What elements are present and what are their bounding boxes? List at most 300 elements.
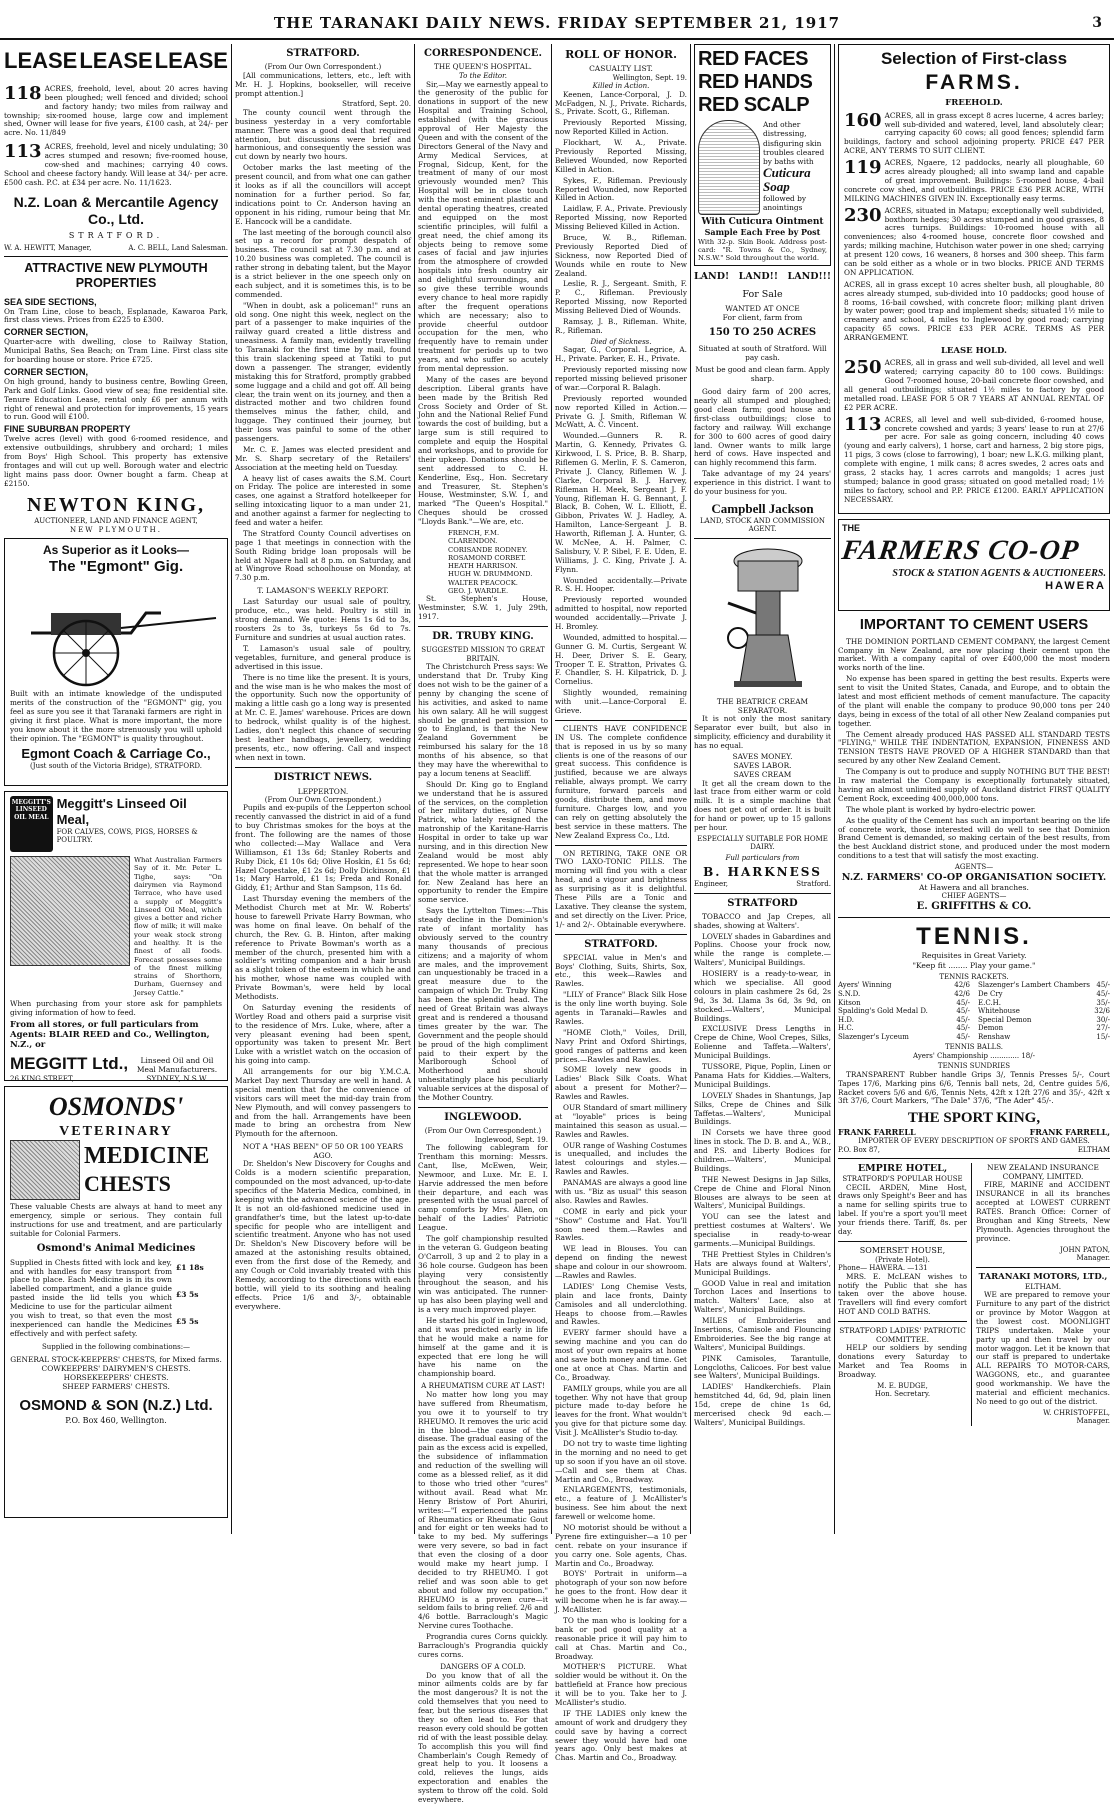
empire-hotel-title: EMPIRE HOTEL, bbox=[857, 1163, 948, 1175]
casualty-entry: Previously Reported Missing, now Reported Killed in Action. bbox=[555, 118, 687, 137]
gig-illustration bbox=[11, 578, 221, 688]
notice-item: BOYS' Portrait in uniform—a photograph of your son now before he goes to the front. How dear it will become when he is far away.—J. McAllister. bbox=[555, 1569, 687, 1615]
chest-combination: COWKEEPERS' DAIRYMEN'S CHESTS. bbox=[41, 1364, 191, 1374]
signatory: GEO. J. WARDLE. bbox=[448, 587, 509, 595]
separator-special: ESPECIALLY SUITABLE FOR HOME DAIRY. bbox=[697, 834, 828, 852]
subheading: DANGERS OF A COLD. bbox=[440, 1661, 526, 1671]
situated: Situated at south of Stratford. Will pay cash. bbox=[698, 343, 827, 362]
cement-chief: CHIEF AGENTS— bbox=[941, 892, 1007, 901]
column-rule bbox=[690, 44, 691, 1534]
casualty-entry: Slightly wounded, remaining with unit.—Lance-Corporal E. Grieve. bbox=[555, 688, 687, 716]
article-paragraph: Says the Lyttelton Times:—This steady decline in the Dominion's rate of infant mortality has obviously served to the country many thousands of precious citizens; and a majority of whom are males, and the improvement can unquestionably be traced in a great measure due to the campaign of which Dr. Truby King has been the splendid head. The need of Great Britain was always great and is rendered a thousand times greater by the war. The Government and the people should be proud of the high compliment paid to their expert by the Marlborough School of Motherhood and should unhesitatingly place his peculiarly valuable services at the disposal of the Mother Country. bbox=[418, 906, 548, 1102]
dairy-farm-text: Good dairy farm of 200 acres, nearly all stumped and ploughed; good clean farm; good house and first-class outbuildings; close to factory and railway. Will exchange for 300 to 600 acres of good dairy land. Owner wants to milk large herd of cows. Have inspected and can highly recommend this farm. bbox=[694, 387, 831, 468]
meggitts-agents: From all stores, or full particulars from Agents: BLAIR REED and Co., Wellington, N.Z., or bbox=[10, 1019, 210, 1051]
list-heading: Died of Sickness. bbox=[590, 337, 652, 346]
acreage: 119 bbox=[844, 157, 882, 179]
notice-item: "HOME Cloth," Voiles, Drill, Navy Print and Oxford Shirtings, good ranges of patterns and keen prices.—Rawles and Rawles. bbox=[555, 1027, 687, 1064]
newton-king-sub: AUCTIONEER, LAND AND FINANCE AGENT, bbox=[34, 517, 198, 526]
article-paragraph: Dr. Sheldon's New Discovery for Coughs and Colds is a modern scientific preparation, compounded on the most advanced, up-to-date specifics of the Materia Medica, combined, in keeping with the advanced science of the age. It is not an old-fashioned medicine used in grandfather's time, but the latest up-to-date specific for people who are intelligent and scientific treatment. Anyone who has not used Dr. Sheldon's New Discovery before will be amazed at the astonishing results obtained, even from the first dose of the Remedy, and any Cough or Cold invariably treated with this Remedy, according to the directions with each bottle, will yield to its soothing and healing effects. Price 1/6 and 3/-, obtainable everywhere. bbox=[235, 1159, 411, 1311]
farms-title: FARMS. bbox=[925, 70, 1023, 94]
farrell-importer: IMPORTER OF EVERY DESCRIPTION OF SPORTS AND GAMES. bbox=[858, 1137, 1090, 1146]
racket-price: 30/- bbox=[1096, 1015, 1110, 1024]
osmonds-address: P.O. Box 460, Wellington. bbox=[65, 1415, 167, 1425]
experience-text: Take advantage of my 24 years' experience in this district. I want to do your business for you. bbox=[694, 469, 831, 496]
subheading: CASUALTY LIST. bbox=[589, 64, 653, 74]
racket-price: 42/6 bbox=[954, 989, 970, 998]
column-rule bbox=[834, 44, 835, 1534]
wanted: WANTED AT ONCE bbox=[725, 304, 800, 314]
section-heading: INGLEWOOD. bbox=[444, 1111, 522, 1123]
article-paragraph: He started his golf in Inglewood, and it was predicted early in life that he would make a name for himself at the game and it is expected that ere long he will have his name on the championship board. bbox=[418, 1316, 548, 1379]
cement-paragraph: The Company is out to produce and supply NOTHING BUT THE BEST! In raw material the Company is exceptionally fortunately situated, having an almost unlimited supply of Auckland district FIRST QUALITY Cement Rock, exceeding 400,000,000 tons. bbox=[838, 767, 1110, 803]
woman-illustration bbox=[698, 120, 760, 215]
engineer-town: Stratford. bbox=[796, 880, 831, 889]
acre-range: 150 TO 250 ACRES bbox=[708, 327, 817, 339]
walters-notices bbox=[694, 913, 831, 1428]
nz-loan-salesman: A. C. BELL, Land Salesman. bbox=[128, 243, 228, 252]
section-heading: STRATFORD bbox=[727, 897, 798, 909]
notice-item: LOVELY shades in Gabardines and Poplins. Choose your frock now, while the range is complete.—Walters', Municipal Buildings. bbox=[694, 931, 831, 968]
osmonds-name: OSMONDS' bbox=[48, 1092, 184, 1122]
cement-paragraph: THE DOMINION PORTLAND CEMENT COMPANY, the largest Cement Company in New Zealand, are now placing their cement upon the market. With a company capital of over £400,000 the most modern works north of the line. bbox=[838, 636, 1110, 673]
cement-paragraph: As the quality of the Cement has such an important bearing on the life of concrete work, those interested will do well to see that Dominion Brand Cement is demanded, so making certain of the best results, from the best Auckland district stone, and produced under the most modern conditions to a test that will satisfy the most exacting. bbox=[838, 815, 1110, 861]
cuticura-headline: RED SCALP bbox=[698, 94, 810, 116]
salutation: To the Editor. bbox=[459, 71, 507, 80]
section-heading: DISTRICT NEWS. bbox=[273, 771, 373, 783]
subheading: A RHEUMATISM CURE AT LAST! bbox=[421, 1381, 545, 1391]
notice-item: FAMILY groups, while you are all together. Why not have that group picture made to-day before he leaves for the front. What wouldn't you give for that picture some day. Visit J. McAllister's Studio to-day. bbox=[555, 1383, 687, 1438]
dateline: Inglewood, Sept. 19. bbox=[474, 1135, 548, 1144]
lease-listing bbox=[4, 82, 228, 138]
section-heading: CORNER SECTION, bbox=[4, 366, 89, 377]
taranaki-motors-sign: W. CHRISTOFFEL, bbox=[1043, 1408, 1110, 1417]
notice-item: DO not try to waste time lighting in the morning and no need to get up so soon if you have an oil stove.—Call and see them at Chas. Martin and Co., Broadway. bbox=[555, 1439, 687, 1484]
column-rule bbox=[231, 44, 232, 1534]
separator-text: It is not only the most sanitary Separator ever built, but also in simplicity, efficiency and durability it has no equal. bbox=[694, 713, 831, 750]
meggitts-sub: FOR CALVES, COWS, PIGS, HORSES & POULTRY. bbox=[56, 827, 198, 845]
racket-name: E.C.H. bbox=[978, 998, 1001, 1007]
article-paragraph: The following cablegram for Trentham this morning: Messrs. Cant, Ilse, McEwen, Weir, Newmoor, and Luxe. Mr. E. I. Harvie addressed the men before their departure, and each was presented with the usual parcel of camp comforts by Mrs. Allen, on behalf of the Ladies' Patriotic League. bbox=[418, 1143, 548, 1233]
ladies-committee-text: HELP our soldiers by sending donations every Saturday to Market and Tea Rooms in Broadway. bbox=[838, 1343, 967, 1379]
section-heading: CORNER SECTION, bbox=[4, 327, 89, 338]
farm-text: ACRES, situated in Matapu; exceptionally well subdivided, boxthorn hedges; 30 acres stumped and in good grasses, 8 acres turnips. Buildings: 10-roomed house with all conveniences; also 4-roomed house, concrete floor cowshed and yards; milking machine, Hutchison water power in one shed; carrying at present 120 cows, 16 weaners, 8 horses and 300 sheep. This farm can be sold either as a whole or in two blocks. PRICE AND TERMS ON APPLICATION. bbox=[844, 205, 1104, 277]
signatory: WALTER PEACOCK. bbox=[448, 578, 518, 587]
casualty-entry: Bruce, W. B., Rifleman. Previously Reported Died of Sickness, now Reported Died of Wounds while en route to New Zealand. bbox=[555, 232, 687, 278]
column-1 bbox=[4, 44, 228, 1534]
article-paragraph: Prograndia cures Corns quickly. Barraclough's Prograndia quickly cures corns. bbox=[418, 1632, 548, 1659]
logo-the: THE bbox=[842, 523, 860, 533]
acreage: 118 bbox=[4, 82, 42, 104]
tennis-balls-line: Ayers' Championship ............. 18/- bbox=[913, 1051, 1035, 1060]
column-rule bbox=[414, 44, 415, 1534]
chest-combination: GENERAL STOCK-KEEPERS' CHESTS, for Mixed farms. bbox=[10, 1355, 222, 1365]
racket-price: 27/- bbox=[1096, 1024, 1110, 1033]
gig-address: (Just south of the Victoria Bridge), STRATFORD. bbox=[30, 762, 202, 771]
article-paragraph: Do you know that of all the minor ailments colds are by far the most dangerous? It is not the cold themselves that you need to fear, but the serious diseases that they so often lead to. For that reason every cold should be gotten rid of with the least possible delay. To accomplish this you will find Chamberlain's Cough Remedy of great help to you. It loosens a cold, relieves the lungs, aids expectoration and enables the system to throw off the cold. Sold everywhere. bbox=[418, 1670, 548, 1804]
notice-item: TOBACCO and Jap Crepes, all shades, showing at Walters'. bbox=[694, 911, 831, 930]
osmonds-medicines-head: Osmond's Animal Medicines bbox=[36, 1242, 196, 1254]
racket-name: Kitson bbox=[838, 998, 861, 1007]
gig-headline: As Superior as it Looks— bbox=[42, 543, 190, 558]
racket-price: 45/- bbox=[1096, 989, 1110, 998]
racket-name: Demon bbox=[978, 1024, 1004, 1033]
section-heading: SEA SIDE SECTIONS, bbox=[4, 296, 97, 307]
notice-item: "LILY of France" Black Silk Hose is the only line worth buying. Sole agents in Taranaki—Rawles and Rawles. bbox=[555, 990, 687, 1026]
taranaki-motors-text: WE are prepared to remove your Furniture to any part of the district or province by Motor Waggon at the lowest cost. MOONLIGHT TRIPS undertaken. Make your party up and then travel by our motor waggon. Let it be known that our staff is prepared to undertake ALL REPAIRS TO MOTOR-CARS, WAGGONS, etc., and guarantee good workmanship. We have the material and efficient mechanics. No need to go out of the district. bbox=[976, 1290, 1110, 1406]
subheading: SUGGESTED MISSION TO GREAT BRITAIN. bbox=[421, 646, 545, 663]
lease-word: LEASE bbox=[79, 48, 153, 73]
farms-headline: Selection of First-class bbox=[880, 49, 1068, 68]
cuticura-ad bbox=[694, 44, 831, 266]
notice-item: EVERY farmer should have a sewing machine and you can do most of your own repairs at home and save both money and time. Get one at once at Chas. Martin and Co., Broadway. bbox=[555, 1328, 687, 1382]
article-paragraph: No matter how long you may have suffered from Rheumatism, you owe it to yourself to try RHEUMO. It removes the uric acid in the blood—the cause of the disease. The gradual easing of the pain as the excess acid is expelled, the subsidence of inflammation and reduction of the swelling will come as a blessed relief, as it did to those who tried other "cures" without avail. Read what Mr. Henry Bristow of Port Ahuriri, writes:—"I experienced the pains of Rheumatics or Rheumatic Gout and for eight or ten weeks had to take to my bed. My sufferings were very severe, so bad in fact that even the closing of a door would make my heart jump. I decided to try RHEUMO. I got relief and was soon able to get about and follow my occupation." RHEUMO is a proven cure—it seldom fails to bring relief. 2/6 and 4/6 bottle. Barraclough's Magic Nervine cures Toothache. bbox=[418, 1390, 548, 1631]
meggitts-note: When purchasing from your store ask for pamphlets giving information of how to feed. bbox=[10, 998, 222, 1017]
notice-item: OUR range of Washing Costumes is unequalled, and includes the latest colourings and styles.—Rawles and Rawles. bbox=[555, 1140, 687, 1177]
cement-agents: AGENTS— bbox=[954, 863, 994, 872]
column-6 bbox=[838, 44, 1110, 1534]
masthead-title: THE TARANAKI DAILY NEWS. FRIDAY SEPTEMBER 21, 1917 bbox=[273, 13, 841, 32]
notice-item: YOU can see the latest and prettiest costumes at Walters'. We specialise in ready-to-wear garments.—Municipal Buildings. bbox=[694, 1212, 831, 1248]
acreage: 113 bbox=[844, 413, 882, 435]
notice-item: OUR Standard of smart millinery at "loyable" prices is being maintained this season as usual.—Rawles and Rawles. bbox=[555, 1102, 687, 1139]
somerset-sub: (Private Hotel). bbox=[875, 1255, 930, 1264]
tennis-sundries-heading: TENNIS SUNDRIES bbox=[937, 1062, 1011, 1071]
column-2 bbox=[235, 44, 411, 1534]
nz-insurance-manager: Manager. bbox=[1076, 1254, 1110, 1263]
section-heading: STRATFORD. bbox=[584, 938, 658, 950]
farrell-name: FRANK FARRELL, bbox=[1029, 1126, 1110, 1137]
article-paragraph: October marks the last meeting of the present council, and from what one can gather it looks as if all the councillors will accept nomination for a further period. So far, indications point to Cr. Anderson having an opponent in his riding, rumour being that Mr. E. Hancock will be a candidate. bbox=[235, 163, 411, 226]
section-heading: DR. TRUBY KING. bbox=[432, 630, 534, 642]
masthead bbox=[0, 0, 1114, 40]
cement-griffiths: E. GRIFFITHS & CO. bbox=[916, 900, 1032, 912]
cement-paragraph: No expense has been spared in getting the best results. Experts were sent to visit the United States, Canada, and Europe, and to obtain the latest and most efficient methods of cement manufacture. The capacity of the plant will enable the company to produce 90,000 tons per 240 days, being in excess of the total of all other New Zealand companies put together. bbox=[838, 674, 1110, 728]
tennis-balls-heading: TENNIS BALLS. bbox=[944, 1043, 1004, 1052]
subheading: T. LAMASON'S WEEKLY REPORT. bbox=[257, 586, 389, 596]
signatory: HEATH HARRISON. bbox=[448, 562, 518, 571]
chest-combination: SHEEP FARMERS' CHESTS. bbox=[62, 1382, 170, 1392]
land-headline: LAND! bbox=[694, 271, 730, 282]
land-headline: LAND!! bbox=[738, 271, 778, 282]
notice-item: LADIES' Handkerchiefs. Plain hemstitched 4d, 6d, 9d, plain linen 15d, crepe de chine 1s 6d, mercerised check 9d each.—Walters', Municipal Buildings. bbox=[694, 1382, 831, 1427]
subheading: THE QUEEN'S HOSPITAL. bbox=[434, 62, 532, 72]
must-be: Must be good and clean farm. Apply sharp. bbox=[695, 365, 830, 384]
racket-name: H.D. bbox=[838, 1015, 854, 1024]
cuticura-address: With 32-p. Skin Book. Address post-card: "R. Towns & Co., Sydney, N.S.W." Sold throughout the world. bbox=[698, 237, 827, 263]
osmonds-medicine: MEDICINE bbox=[84, 1142, 210, 1169]
letter-signoff: St. Stephen's House, Westminster, S.W. 1, July 29th, 1917. bbox=[418, 594, 548, 622]
cement-agent-name: N.Z. FARMERS' CO-OP ORGANISATION SOCIETY. bbox=[841, 871, 1107, 883]
separator-benefit: SAVES LABOR. bbox=[733, 761, 792, 771]
acreage: 230 bbox=[844, 204, 882, 226]
notice-item: THE Prettiest Styles in Children's Hats are always found at Walters', Municipal Buildings. bbox=[694, 1249, 831, 1277]
section-text: On high ground, handy to business centre, Bowling Green, Park and Golf Links. Good view of sea; fine residential site. Tenure Education Lease, rental only £6 per annum with right of renewal and protection for improvements, 15 years to run. Good will £100. bbox=[4, 376, 228, 422]
notice-item: COME in early and pick your "Show" Costume and Hat. You'll soon need them.—Rawles and Rawles. bbox=[555, 1206, 687, 1243]
article-paragraph: The Stratford County Council advertises on page 1 that meetings in connection with the South Riding bridge loan proposals will be held at Ngaere hall at 8 p.m. on Saturday, and at Wingrove Road schoolhouse on Monday, at 7.30 p.m. bbox=[235, 528, 411, 583]
chest-combination: HORSEKEEPERS' CHESTS. bbox=[63, 1373, 169, 1383]
tennis-rackets-heading: TENNIS RACKETS. bbox=[939, 972, 1009, 981]
land-headline: LAND!!! bbox=[787, 271, 831, 282]
racket-name: S.N.D. bbox=[838, 989, 861, 998]
notice-item: TO the man who is looking for a bank or pod good quality at a reasonable price it will pay him to call at Chas. Martin and Co., Broadway. bbox=[555, 1615, 687, 1661]
newton-king-town: NEW PLYMOUTH. bbox=[70, 525, 162, 534]
casualty-entry: Wounded.—Gunners R. R. Martin, G. Kennedy, Privates G. Kirkwood, I. S. Price, B. B. Sharp, Riflemen G. Merlin, F. S. Cameron, Private J. Clancy, Riflemen W. J. Clarke, Corporal B. J. Harvey, Rifleman H. Meek, Sergeant J. F. Young, Rifleman H. G. Bennant, J. Black, B. Cohen, W. L. Elliott, E. Gibbon, Privates W. J. Hadley, A. Hamilton, Lance-Sergeant J. B. Haworth, Rifleman J. A. Hunter, G. W. McNee, A. H. Palmer, C. Salisbury, V. P. Sibel, F. E. Uden, E. Williams, J. C. King, Private J. A. Flynn. bbox=[555, 431, 687, 574]
racket-name: Slazenger's Lyceum bbox=[838, 1032, 909, 1041]
farm-text: ACRES, all in grass except 10 acres shelter bush, all ploughable, 80 acres already stumped, sub-divided into 10 paddocks; good house of 8 rooms, 16-bail cowshed, with concrete floor; milking plant driven by water power; good trap and implement sheds; situated 1½ mile to creamery and school, 4 miles to Inglewood by good road; carrying capacity 65 cows. PRICE £33 PER ACRE. TERMS AS PER ARRANGEMENT. bbox=[844, 279, 1104, 343]
casualty-entry: Leslie, R. J., Sergeant. Smith, F. P. C., Rifleman. Previously Reported Missing, now Reported Missing Believed Died of Wounds. bbox=[555, 279, 687, 316]
acreage: 160 bbox=[844, 109, 882, 131]
article-paragraph: There is no time like the present. It is yours, and the wise man is he who makes the most of the opportunity. Such now the opportunity of making a little cash go a long way is presented at Mr. C. E. James' warehouse. Prices are down to bedrock, whilst quality is of the highest. Ladies, don't neglect this chance of securing best leather handbags, jewellery, wedding presents, etc., now offering. Call and inspect when next in town. bbox=[235, 672, 411, 762]
article-paragraph: Last Thursday evening the members of the Methodist Church met at Mr. W. Roberts' house to farewell Private Harry Bowman, who was home on final leave. On behalf of the church, the Rev. G. B. Hinton, after making reference to Private Bowman's worth as a member of the church, presented him with a soldier's writing companion and a hair brush as a slight token of the esteem in which he and his mother, whose name was coupled with Private Bowman's, were held by local Methodists. bbox=[235, 894, 411, 1001]
stratford-notices bbox=[555, 954, 687, 1763]
casualty-entry: Keenen, Lance-Corporal, J. D. McFadgen, N. J., Private. Richards, S., Private. Scott, G., Rifleman. bbox=[555, 89, 687, 117]
separator-name: THE BEATRICE CREAM SEPARATOR. bbox=[716, 696, 809, 715]
notice-item: TUSSORE, Pique, Poplin, Linen or Panama Hats for Kiddies.—Walters, Municipal Buildings. bbox=[694, 1062, 831, 1089]
letter-paragraph: Many of the cases are beyond description. Liberal grants have been made by the British Red Cross Society and Order of St. John and the National Relief Fund towards the cost of building, but a large sum is still required to complete and equip the Hospital and workshops, and to provide for their upkeep. Donations should be sent addressed to C. H. Kenderline, Esq., Hon. Secretary and Treasurer, St. Stephen's House, Westminster, S.W. 1, and marked "The Queen's Hospital." Cheques should be crossed "Lloyds Bank."—We are, etc. bbox=[418, 374, 548, 527]
cement-hawera: At Hawera and all branches. bbox=[919, 883, 1029, 893]
racket-price: 45/- bbox=[956, 1024, 970, 1033]
casualty-entry: Ramsay, J. B., Rifleman. White, R., Rifleman. bbox=[555, 316, 687, 335]
article-paragraph: The last meeting of the borough council also set up a record for prompt despatch of business. The council sat at 7.30 p.m. and at 10.20 business was completed. The council is rather strong in debating talent, but the Mayor is a strict believer in the one speech only on each subject, and it is sometimes this, is to be commended. bbox=[235, 227, 411, 299]
freehold-heading: FREEHOLD. bbox=[945, 98, 1003, 109]
farrell-pobox: P.O. Box 87, bbox=[838, 1145, 880, 1154]
notice-item: IN Corsets we have three good lines in stock. The D. B. and A., W.B., and P.S. and Liberty Bodices for children.—Walters', Municipal Buildings. bbox=[694, 1128, 831, 1173]
racket-name: Whitehouse bbox=[978, 1007, 1020, 1016]
section-heading: CORRESPONDENCE. bbox=[423, 48, 542, 59]
notice-item: EXCLUSIVE Dress Lengths in Crepe de Chine, Wool Crepes, Silks, Eolienne and Taffeta.—Walters', Municipal Buildings. bbox=[694, 1024, 831, 1061]
separator-benefit: SAVES CREAM bbox=[733, 770, 792, 780]
notice-item: MILES of Embroideries and Insertions, Camisole and Flouncing Embroideries. See the big range at Walters', Municipal Buildings. bbox=[694, 1316, 831, 1352]
meggitts-testimonial: What Australian Farmers Say of it. Mr. Peter L. Tighe, says: "On dairymen via Raymond Terrace, who have used a supply of Meggitt's Linseed Oil Meal, which gives a better and richer flow of milk; it will make your weak stock strong and healthy. It is the finest of all foods. Forecast possesses some of the finest milking strains of Shorthorn, Durham, Guernsey and Jersey Cattle." bbox=[134, 856, 222, 997]
notice-item: THE Newest Designs in Jap Silks, Crepe de Chine and Floral Ninon Blouses are always to be seen at Walters', Municipal Buildings. bbox=[694, 1174, 831, 1211]
ladies-committee-title: STRATFORD LADIES' PATRIOTIC COMMITTEE. bbox=[839, 1326, 966, 1345]
meggitts-address: 26 KING STREET, bbox=[10, 1074, 74, 1083]
first-class-farms-ad bbox=[838, 44, 1110, 514]
list-heading: Killed in Action. bbox=[592, 82, 650, 91]
cream-separator-illustration bbox=[708, 543, 818, 693]
cuticura-sample: Sample Each Free by Post bbox=[704, 226, 821, 237]
farm-text: ACRES, all in grass except 8 acres lucerne, 4 acres barley; well sub-divided and watered, level, land absolutely clear; carrying capacity 60 cows; all good fences; splendid farm buildings, factory and school adjoining property. PRICE £47 PER ACRE, ANY TERMS TO SUIT CLIENT. bbox=[844, 110, 1104, 156]
gig-company: Egmont Coach & Carriage Co., bbox=[21, 746, 211, 762]
dateline: Wellington, Sept. 19. bbox=[612, 73, 687, 82]
farm-text: ACRES, Ngaere, 12 paddocks, nearly all ploughable, 60 acres already ploughed; all into swamp land and capable of great improvement. Buildings: 5-roomed house, 4-bail concrete cow shed, and outbuildings. PRICE £36 PER ACRE, WITH MILKING MACHINES GIVEN IN. Exceptionally easy terms. bbox=[844, 158, 1104, 203]
osmonds-medicines-text: Supplied in Chests fitted with lock and key, and with handles for easy transport from place to place. Each Medicine is in its own labelled compartment, and a glance guide pasted inside the lid tells you which Medicine to use for the particular ailment you wish to treat, so that even the most inexperienced can handle the Medicines effectively and with perfect safety. bbox=[10, 1257, 172, 1338]
nz-insurance-title: NEW ZEALAND INSURANCE COMPANY, LIMITED. bbox=[987, 1163, 1099, 1182]
racket-name: Slazenger's Lambert Chambers bbox=[978, 981, 1090, 990]
notice-item: PINK Camisoles, Tarantulle, Longcloths, Calicoes. For best value see Walters', Municipal Buildings. bbox=[694, 1353, 831, 1381]
meggitts-ltd: MEGGITT Ltd., bbox=[10, 1053, 129, 1073]
farm-text: ACRES, all in grass and well sub-divided, all level and well watered; carrying capacity 80 to 100 cows. Buildings: Good 7-roomed house, 20-bail concrete floor cowshed, and all general outbuildings; situated 1½ miles to factory by good metalled road. LEASE FOR 5 OR 7 YEARS AT ANNUAL RENTAL OF £2 PER ACRE. bbox=[844, 358, 1104, 412]
farmers-coop-logo bbox=[838, 519, 1110, 611]
osmonds-text: These valuable Chests are always at hand to meet any emergency, simple or serious. They contain full instructions for use and treatment, and are particularly suitable for Colonial Farmers. bbox=[10, 1201, 222, 1238]
casualty-entry: Wounded, admitted to hospital.—Gunner G. M. Curtis, Sergeant W. H. Deer, Driver S. E. Geary, Trooper T. E. Stratton, Privates G. F. Chandler, S. H. Kilpatrick, D. J. Cornelius. bbox=[555, 632, 687, 687]
correspondent-note: (From Our Own Correspondent.) bbox=[424, 1127, 542, 1136]
signatory: HUGH W. DRUMMOND. bbox=[448, 570, 533, 579]
racket-name: Renshaw bbox=[978, 1032, 1011, 1041]
cuticura-ointment: With Cuticura Ointment bbox=[701, 217, 824, 227]
medicine-chest-illustration bbox=[10, 1140, 80, 1200]
for-client: For client, farm from bbox=[722, 313, 803, 323]
tennis-sundries-text: TRANSPARENT Rubber handle Grips 3/, Tennis Presses 5/-, Court Tapes 17/6, Marking pins 6/6, Tennis ball nets, 2d, Centre guides 5/6, Racket covers 5/6 and 6/6, Tennis Nets, 42ft x 12ft 27/6 and 35/-, 42ft x 3ft 37/6, Court Markers, "The Dale" 37/6, "The Ader" 45/-. bbox=[838, 1069, 1110, 1106]
racket-price: 45/- bbox=[956, 1032, 970, 1041]
cuticura-text: And other distressing, disfiguring skin troubles cleared by baths with bbox=[763, 120, 825, 166]
racket-name: Ayers' Winning bbox=[838, 981, 892, 990]
farm-text: ACRES, all level and well sub-divided, 6-roomed house, concrete cowshed and yards; 3 years' lease to run at 27/6 per acre. For sale as going concern, including 40 cows (young and early calvers), 1 horse, cart and harness, 2 big store pigs, 11 pigs, 3 cows (close to farrowing), 1 boar; new L.K.G. milking plant, complete with engine, 1 milk cans; 8 acres swedes, 2 acres oats and grass, 2 stacks hay, 1 acres carrots and mangolds; 1 acres just stumped; balance in good grass; situated on good metalled road; 1½ miles to factory, school and P.P. PRICE £1200. EARLY APPLICATION NECESSARY. bbox=[844, 414, 1104, 504]
acreage: 113 bbox=[4, 141, 42, 163]
racket-price-list bbox=[838, 981, 1110, 1041]
osmonds-ad bbox=[4, 1086, 228, 1518]
casualty-entry: Wounded accidentally.—Private R. S. H. Hooper. bbox=[555, 575, 687, 594]
cuticura-headline: RED FACES bbox=[698, 48, 808, 70]
racket-price: 42/6 bbox=[954, 981, 970, 990]
casualty-entry: Flockhart, W. A., Private. Previously Reported Missing, Believed Wounded, now Reported Killed in Action. bbox=[555, 138, 687, 174]
meggitts-manufacturers: Linseed Oil and Oil Meal Manufacturers. SYDNEY, N.S.W. bbox=[136, 1055, 218, 1083]
campbell-jackson-sub: LAND, STOCK AND COMMISSION AGENT. bbox=[700, 516, 825, 534]
osmonds-chests: CHESTS bbox=[84, 1171, 171, 1197]
nz-insurance-text: FIRE, MARINE and ACCIDENT INSURANCE in all its branches accepted at LOWEST CURRENT RATES. Branch Office: Corner of Broughan and King Streets, New Plymouth. Agencies throughout the province. bbox=[976, 1180, 1110, 1243]
notice-item: HOSIERY is a ready-to-wear, in which we specialise. All good colours in plain cashmere 2s 6d, 2s 9d, 3s 3d. Llama 3s 6d, 3s 9d, on stocked.—Walters', Municipal Buildings. bbox=[694, 969, 831, 1023]
taranaki-motors-town: ELTHAM. bbox=[1024, 1282, 1062, 1292]
notice-item: PANAMAS are always a good line with us. "Biz as usual" this season also. Rawles and Rawles. bbox=[555, 1178, 687, 1205]
cuticura-follow: followed by anointings bbox=[763, 193, 807, 212]
empire-hotel-text: CECIL ARDEN, Mine Host, draws only Speight's Beer and has a name for selling spirits true to label. If you're a sport you'll meet your friends there. Tariff, 8s. per day. bbox=[838, 1182, 967, 1236]
section-heading: ROLL OF HONOR. bbox=[565, 48, 677, 61]
separator-text: It get all the cream down to the last trace from either warm or cold milk. It is a simple machine that does not get out of order. It is built for hand or power, up to 15 gallons per hour. bbox=[694, 778, 831, 832]
column-5 bbox=[694, 44, 831, 1534]
notice-item: NO motorist should be without a Pyrene fire extinguisher—a 10 per cent. rebate on your insurance if you carry one. Sole agents, Chas. Martin and Co., Broadway. bbox=[555, 1523, 687, 1568]
section-heading: FINE SUBURBAN PROPERTY bbox=[4, 424, 131, 435]
logo-town: HAWERA bbox=[1045, 580, 1106, 593]
new-plymouth-sections bbox=[4, 297, 228, 489]
meggitts-headline: Meggitt's Linseed Oil Meal, bbox=[56, 796, 187, 827]
ladies-committee-sign: M. E. BUDGE, bbox=[877, 1381, 928, 1390]
racket-name: Spalding's Gold Medal D. bbox=[838, 1007, 928, 1016]
cuticura-headline: RED HANDS bbox=[698, 71, 813, 93]
leasehold-heading: LEASE HOLD. bbox=[940, 345, 1008, 356]
article-paragraph: All arrangements for our big Y.M.C.A. Market Day next Thursday are well in hand. A special mention that for the convenience of visitors cars will meet the mid-day train from New Plymouth, and will convey passengers to and from the hall. Arrangements have been made to bring an orchestra from New Plymouth for the afternoon. bbox=[235, 1067, 411, 1139]
tennis-slogan: "Keep fit ........ Play your game." bbox=[912, 960, 1036, 970]
lease-word: LEASE bbox=[4, 48, 78, 73]
subheading: LEPPERTON. bbox=[297, 786, 349, 796]
cement-paragraph: The Cement already produced HAS PASSED ALL STANDARD TESTS "FLYING," WHILE THE INDENTATION, EXPANSION, FINENESS AND TENSION TESTS HAVE PROVED OF A HIGHER STANDARD than that secured by any other New Zealand Cement. bbox=[838, 729, 1110, 766]
notice-item: ENLARGEMENTS, testimonials, etc., a feature of J. McAllister's business. See him about the next farewell or welcome home. bbox=[555, 1485, 687, 1522]
casualty-entry: Previously reported wounded now reported Killed in Action.—Private G. J. Smith, Rifleman W. McWatt, A. C. Vincent. bbox=[555, 393, 687, 430]
column-rule bbox=[551, 44, 552, 1534]
express-co-notice: CLIENTS HAVE CONFIDENCE IN US. The complete confidence that is reposed in us by so many clients is one of the reasons of our great success. This confidence is justified, because we are always reliable, always prompt. We carry furniture, forward parcels and goods, distribute them, and move furniture. Charges low, and you can rely on getting absolutely the best service in these matters. The New Zealand Express Co., Ltd. bbox=[555, 723, 687, 840]
acreage: 250 bbox=[844, 357, 882, 379]
letter-paragraph: Sir,—May we earnestly appeal to the generosity of the public for donations in support of the new Hospital and Training School, established (with the gracious approval of Her Majesty the Queen and with the consent of the Directors General of the Navy and Army Medical Services, at Frognal, Sidcup, Kent, for the treatment of many of our most grievously wounded men? This Hospital will be in close touch with the most eminent plastic and dental operating theatres, created and equipped on the most scientific principles, will fulfil a great need, the chief among its objects being to remove some cases of facial and jaw injuries from the atmosphere of crowded hospitals into fresh country air and delightful surroundings, and so give these terrible wounds every chance to heal more rapidly after the frequent operations which are necessary; also to provide cheerful outdoor occupation for the men, who frequently have to remain under treatment for periods up to two years, and who suffer so acutely from mental depression. bbox=[418, 79, 548, 373]
logo-sub: STOCK & STATION AGENTS & AUCTIONEERS. bbox=[892, 568, 1106, 580]
notice-item: SPECIAL value in Men's and Boys' Clothing, Suits, Shirts, Sox, etc., this week—Rawles and Rawles. bbox=[555, 952, 687, 989]
page-number: 3 bbox=[1092, 14, 1102, 31]
racket-price: 45/- bbox=[956, 998, 970, 1007]
signatory: ROSAMOND CORBET. bbox=[448, 553, 526, 562]
racket-price: 15/- bbox=[1096, 1032, 1110, 1041]
osmonds-supplied: Supplied in the following combinations:— bbox=[41, 1342, 191, 1351]
osmonds-veterinary: VETERINARY bbox=[59, 1123, 173, 1139]
taranaki-motors-title: TARANAKI MOTORS, LTD., bbox=[978, 1271, 1108, 1282]
harkness-name: B. HARKNESS bbox=[703, 865, 822, 880]
article-paragraph: "When in doubt, ask a policeman!" runs an old song. One night this week, neglect on the part of a passenger to make inquiries of the railway guard created a little distress and uneasiness. A family man, evidently travelling to Taranaki for the first time by mail, found this train slackening speed at Tatiki to put down a passenger. The stranger, evidently mistaking this for Stratford, promptly grabbed some luggage and a child and got off. All being clear, the train went on its journey, and then a distracted mother and two children found themselves minus the father, child, and luggage. They continued their journey, but their loss was painful to some of the other passengers. bbox=[235, 300, 411, 443]
article-paragraph: Last Saturday our usual sale of poultry, produce, etc., was held. Poultry is still in strong demand. We quote: Hens 1s 6d to 3s, roosters 2s to 3s, turkeys 5s 6d to 7s. Furniture and sundries at usual auction rates. bbox=[235, 597, 411, 643]
racket-name: Special Demon bbox=[978, 1015, 1032, 1024]
listing-text: ACRES, freehold, level, about 20 acres having been ploughed; well fenced and divided; school and factory handy; two miles from railway and township; six-roomed house, large cow and implement shed, Owner will lease for five years, £100 cash, at 24/- per acre. No. 11/849 bbox=[4, 83, 228, 138]
farrell-name: FRANK FARRELL bbox=[838, 1126, 916, 1137]
gig-text: Built with an intimate knowledge of the undisputed merits of the construction of the "EGMONT" gig, you feel as sure you see it that Taranaki farmers are right in giving it first place. What is more important, the more you know about it the more strenuously you will uphold their opinion. The "EGMONT" is quality throughout. bbox=[10, 689, 222, 743]
signatory: FRENCH, F.M. bbox=[448, 529, 500, 538]
racket-price: 45/- bbox=[956, 1015, 970, 1024]
sport-king-headline: THE SPORT KING, bbox=[907, 1110, 1041, 1127]
listing-text: ACRES, freehold, level and nicely undulating; 30 acres stumped and resown; five-roomed house, cow-shed and machines; carrying 40 cows. School and cheese factory handy. Will lease at 34/- per acre. £500 cash. P.C. at £34 per acre. No. 11/1623. bbox=[4, 142, 228, 187]
section-heading: STRATFORD. bbox=[286, 48, 360, 59]
subheading: NOT A "HAS BEEN" OF 50 OR 100 YEARS AGO. bbox=[242, 1142, 404, 1161]
egmont-gig-ad bbox=[4, 538, 228, 786]
somerset-text: MRS. E. McLEAN wishes to notify the Public that she has taken over the above house. Travellers will find every comfort HOT AND COLD BATHS. bbox=[838, 1271, 967, 1317]
for-sale: For Sale bbox=[742, 288, 783, 300]
article-paragraph: Should Dr. King go to England we understand that he is assured of the services, on the completion of her military duties, of Nurse Patrick, who lately resigned the matronship of the Karitane-Harris Hospital in order to take up war nursing, and in this direction New Zealand would be most ably represented. We hope to hear soon that the whole matter is arranged for. New Zealand has here an opportunity to render the Empire some service. bbox=[418, 779, 548, 905]
meggitts-ad bbox=[4, 791, 228, 1081]
lease-listing bbox=[4, 143, 228, 187]
racket-price: 45/- bbox=[956, 1007, 970, 1016]
somerset-phone: Phone— HAWERA. —131 bbox=[838, 1264, 928, 1273]
article-paragraph: The county council went through the business yesterday in a very comfortable manner. There was a good deal that required attention, but discussions were brief and harmonious, and consequently the session was cut down by nearly two hours. bbox=[235, 107, 411, 162]
casualty-entry: Laidlaw, F. A., Private. Previously Reported Missing, now Reported Missing Believed Killed in Action. bbox=[555, 204, 687, 232]
notice-item: WE lead in Blouses. You can depend on finding the newest shape and colour in our showroom.—Rawles and Rawles. bbox=[555, 1244, 687, 1280]
correspondent-note: (From Our Own Correspondent.) bbox=[264, 63, 382, 72]
campbell-jackson-name: Campbell Jackson bbox=[711, 500, 814, 516]
article-paragraph: A heavy list of cases awaits the S.M. Court on Friday. The police are interested in some cases, one against a Stratford hotelkeeper for selling intoxicating liquor to a man under 21, and another against a farmer for neglecting to feed and water a heifer. bbox=[235, 473, 411, 527]
article-paragraph: T. Lamason's usual sale of poultry, vegetables, furniture, and general produce is advertised in this issue. bbox=[235, 643, 411, 671]
notice-item: IF THE LADIES only knew the amount of work and drudgery they could save by having a correct sewer they would have had one years ago. Only best makes at Chas. Martin and Co., Broadway. bbox=[555, 1708, 687, 1763]
cement-paragraph: The whole plant is worked by hydro-electric power. bbox=[846, 804, 1036, 814]
column-4 bbox=[555, 44, 687, 1763]
casualty-entry: Sykes, F., Rifleman. Previously Reported Wounded, now Reported Killed in Action. bbox=[555, 175, 687, 203]
article-paragraph: The Christchurch Press says: We understand that Dr. Truby King does not wish to be the gainer of a penny by changing the scene of his activities, and asked to name his own salary. All he will suggest should be granted permission to go to England, is that the New Zealand Government be reimbursed his salary for the 18 months of his absence, so that they may have the wherewithal to pay a locum tenens at Seacliff. bbox=[418, 662, 548, 778]
newton-king-name: NEWTON KING, bbox=[26, 493, 206, 516]
racket-price: 45/- bbox=[1096, 981, 1110, 990]
article-paragraph: Pupils and ex-pupils of the Lepperton school recently canvassed the district in aid of a fund to buy Christmas smokes for the boys at the front. The following are the names of those who collected:—May Wallace and Vera Williamson, £1 13s 6d; Stanley Roberts and Ruby Dick, £1 10s 6d; Olive Hoskin, £1 5s 6d; Hazel Copestake, £1 2s 6d; Dolly Dickinson, £1 1s; Mary Harrold, £1 1s; Freda and Ronald Giddy, £1; Arthur and Stan Sampson, 11s 6d. bbox=[235, 803, 411, 893]
racket-name: De Cry bbox=[978, 989, 1003, 998]
logo-name: FARMERS CO-OP bbox=[839, 534, 1082, 566]
casualty-entry: Sagar, G., Corporal. Legrice, A. H., Private. Parker, E. H., Private. bbox=[555, 345, 687, 364]
separator-full: Full particulars from bbox=[725, 853, 800, 862]
racket-price: 32/6 bbox=[1094, 1007, 1110, 1016]
nz-loan-manager: W. A. HEWITT, Manager, bbox=[4, 243, 92, 252]
notice-item: SOME lovely new goods in Ladies' Black Silk Coats. What about a present for Mother?—Rawles and Rawles. bbox=[555, 1065, 687, 1102]
correspondent-note: (From Our Own Correspondent.) bbox=[264, 795, 382, 804]
casualty-entry: Previously reported wounded admitted to hospital, now reported wounded accidentally.—Private J. H. Bromley. bbox=[555, 595, 687, 632]
gig-headline-2: The "Egmont" Gig. bbox=[48, 557, 184, 575]
notice-item: LOVELY Shades in Shantungs, Jap Silks, Crepe de Chines and Silk Taffetas.—Walters', Municipal Buildings. bbox=[694, 1090, 831, 1127]
editorial-note: [All communications, letters, etc., left with Mr. H. J. Hopkins, bookseller, will receive prompt attention.] bbox=[235, 70, 411, 98]
laxo-tonic-notice: ON RETIRING, TAKE ONE OR TWO LAXO-TONIC PILLS. The morning will find you with a clear head, and a vigour and brightness as surprising as it is delightful. These Pills are a Tonic and Laxative. They cleanse the system, and set directly on the Liver. Price, 1/- and 2/-. Obtainable everywhere. bbox=[555, 848, 687, 929]
farrell-town: ELTHAM bbox=[1077, 1145, 1110, 1154]
signatory: CORISANDE RODNEY. bbox=[448, 545, 528, 554]
engineer: Engineer, bbox=[694, 880, 728, 889]
osmonds-company: OSMOND & SON (N.Z.) Ltd. bbox=[19, 1397, 213, 1415]
notice-item: LADIES' Long Chemise Vests, plain and lace fronts, Dainty Camisoles and all underclothing. Heaps to choose from.—Rawles and Rawles. bbox=[555, 1281, 687, 1327]
signatory: CLARENDON. bbox=[448, 537, 498, 546]
cement-headline: IMPORTANT TO CEMENT USERS bbox=[859, 617, 1089, 633]
separator-benefit: SAVES MONEY. bbox=[732, 752, 793, 762]
section-text: Twelve acres (level) with good 6-roomed residence, and extensive outbuildings, shrubbery and orchard; 1 miles from Boys' High School. This property has extensive frontages and will cut up well. Borough water and electric light mains pass door. Owner bought a farm. Cheap at £2150. bbox=[4, 434, 228, 488]
ladies-committee-sec: Hon. Secretary. bbox=[874, 1390, 931, 1399]
new-plymouth-title: ATTRACTIVE NEW PLYMOUTH PROPERTIES bbox=[24, 261, 208, 291]
nz-insurance-agent: JOHN PATON, bbox=[1059, 1245, 1110, 1254]
price: £3 5s bbox=[176, 1289, 199, 1299]
nz-loan-town: STRATFORD. bbox=[68, 230, 164, 240]
article-paragraph: Mr. C. E. James was elected president and Mr. S. Sharp secretary of the Retailers' Association at the meeting held on Tuesday. bbox=[235, 444, 411, 472]
